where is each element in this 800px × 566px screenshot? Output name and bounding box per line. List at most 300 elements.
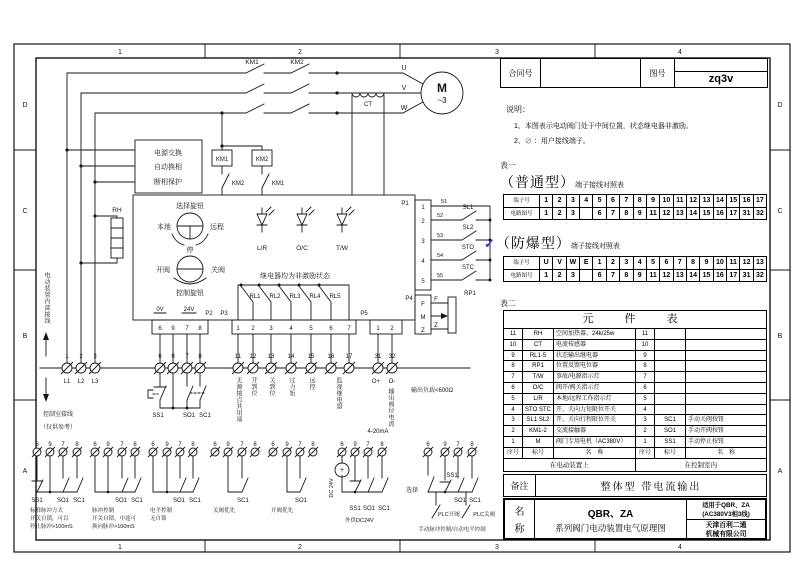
connector-boxes (152, 200, 431, 334)
ex-desc: 脉冲控制 (92, 508, 115, 514)
ex-desc: 手动脉冲控制/自动电平控制 (418, 527, 486, 533)
example-wiring-2 (95, 456, 141, 492)
table-cell (686, 372, 766, 382)
parts-list-table (503, 310, 767, 472)
table-cell: 1 (540, 208, 553, 219)
ex-button-label: SO1 (294, 498, 308, 504)
parts-row (504, 393, 766, 404)
drawing-no-label: 图号 (641, 59, 675, 87)
parts-footer (504, 458, 766, 471)
table-cell: U (540, 257, 553, 269)
table-cell: 8 (636, 361, 655, 371)
table-cell (655, 405, 686, 415)
table-cell: 3 (567, 195, 580, 207)
drawing-no-cell (675, 59, 767, 87)
table-cell (580, 208, 593, 219)
p3-pin: 4 (289, 326, 293, 332)
table-cell: 1 (504, 437, 523, 447)
table-row (504, 195, 766, 207)
table-row (504, 269, 766, 281)
table-cell: 11 (674, 195, 687, 207)
exproof-terminal-table (503, 256, 767, 282)
p2-pin: 7 (185, 326, 189, 332)
table-cell (655, 383, 686, 393)
table-cell: 1 (540, 270, 553, 281)
footer-right: 在控制室内 (684, 461, 717, 469)
table-row (504, 207, 766, 219)
table-row (504, 257, 766, 269)
p3-pin: 2 (251, 326, 255, 332)
p3-pin: 6 (329, 326, 333, 332)
sc1-label: SC1 (199, 413, 211, 419)
parts-row (504, 425, 766, 436)
ex-desc: 停止脉冲>100mS (30, 524, 73, 530)
p5-label: P5 (360, 311, 368, 317)
table-cell: 3 (620, 257, 633, 269)
table-cell: 序号 (504, 448, 523, 458)
dc-minus: - (340, 473, 344, 480)
control-knob (174, 256, 206, 284)
exproof-type-heading (484, 233, 620, 253)
p3-pin: 3 (269, 326, 273, 332)
table-cell: 12 (660, 208, 673, 219)
table-cell: 14 (687, 270, 700, 281)
table-cell: 手动开阀按钮 (688, 428, 725, 435)
output-plus-label: O+ (371, 379, 381, 385)
table-cell (580, 270, 593, 281)
table-cell: 1 (636, 437, 655, 447)
km2-interlock-label: KM2 (231, 181, 245, 187)
ex-desc: 标准脉冲方式 (30, 508, 64, 514)
p1-pin: 4 (421, 259, 425, 265)
p2-label: P2 (205, 311, 213, 317)
table-cell: 14 (714, 195, 727, 207)
table-cell: M (523, 437, 554, 447)
terminal-numbers (540, 257, 766, 269)
rl4-label: RL4 (309, 294, 321, 300)
table-cell: 1 (540, 195, 553, 207)
name-label-bottom: 称 (514, 524, 525, 535)
ex-term: 7 (240, 442, 244, 448)
ex-term: 9 (48, 442, 52, 448)
sto-label: STO (461, 245, 475, 251)
table-cell: 4 (580, 195, 593, 207)
control-room-wiring-label: 控制室接线 (42, 412, 74, 418)
km1-label: KM1 (245, 59, 259, 66)
circuit-numbers (540, 270, 766, 281)
table-cell: 9 (647, 195, 660, 207)
ex-term: 6 (213, 442, 217, 448)
company (687, 520, 765, 539)
p1-label: P1 (401, 201, 409, 207)
table-cell: L/R (523, 394, 554, 404)
check-mark: ✓ (484, 236, 495, 251)
table-cell: 32 (756, 210, 764, 217)
terminal-num: 14 (287, 354, 295, 360)
table-cell: 事故/电源指示灯 (554, 372, 636, 382)
ex-term: 9 (285, 442, 289, 448)
table-cell: 电流传感器 (554, 340, 636, 350)
circuit-numbers (540, 208, 766, 219)
local-label: 本地 (157, 224, 171, 231)
table-cell (686, 361, 766, 371)
example-wiring-4 (228, 456, 248, 492)
company-line1: 天津百利二通 (705, 522, 747, 529)
table-cell: STO STC (523, 405, 554, 415)
km1-coil-label: KM1 (215, 157, 229, 163)
table-cell: 32 (756, 272, 764, 279)
rl5-label: RL5 (329, 294, 341, 300)
table-cell: 11 (727, 257, 740, 269)
ex-term: 8 (191, 442, 195, 448)
table-cell: RP1 (523, 361, 554, 371)
table-cell: 10 (660, 195, 673, 207)
ex-term: 6 (93, 442, 97, 448)
led-tw-label: T/W (336, 245, 348, 252)
terminal-function-label: 监视继电器 (335, 377, 341, 410)
table-cell (655, 351, 686, 361)
terminal-num: 3 (93, 354, 97, 360)
ex-term: 9 (443, 442, 447, 448)
table-cell: 2 (607, 257, 620, 269)
table-cell: 8 (620, 208, 633, 219)
zone-col: 4 (678, 49, 682, 56)
wiring-side-arrows (43, 332, 49, 402)
ex-button-label: SC1 (378, 506, 390, 512)
table-cell: 10 (504, 340, 523, 350)
table-cell: 31 (740, 270, 753, 281)
relay-state-note: 继电器均为非激励状态 (260, 273, 330, 280)
table-cell: 4 (504, 405, 523, 415)
zone-row: D (777, 102, 783, 109)
zone-col: 4 (678, 544, 682, 551)
phase-w-label: W (400, 105, 408, 112)
parts-row (504, 382, 766, 393)
wire-num: 55 (436, 273, 444, 279)
p4-pin: M (420, 315, 426, 321)
table-cell: 13 (674, 270, 687, 281)
table-cell: 名 称 (716, 449, 735, 456)
table-cell: 17 (756, 197, 764, 204)
table-cell: 15 (700, 270, 713, 281)
ex-term: 9 (165, 442, 169, 448)
km2-coil-label: KM2 (255, 157, 269, 163)
p1-pin: 2 (421, 219, 425, 225)
motor-m-label: M (437, 81, 447, 95)
wire-num: 53 (436, 233, 444, 239)
p5-pin: 1 (376, 326, 380, 332)
rh-label: RH (112, 207, 122, 214)
table-cell: 3 (636, 415, 655, 425)
ex-button-label: SO1 (172, 498, 186, 504)
v0-label: 0V (156, 307, 164, 313)
sl2-label: SL2 (462, 225, 474, 231)
ex-button-label: SS1 (446, 473, 458, 479)
output-minus-label: O- (388, 379, 396, 385)
ex-term: 9 (226, 442, 230, 448)
table-cell: 13 (756, 259, 764, 266)
ex-term: 6 (35, 442, 39, 448)
terminal-num: 16 (327, 354, 335, 360)
p4-pin: F (421, 302, 425, 308)
row-label: 电路图号 (504, 208, 540, 219)
ex-desc: 电平控制 (150, 508, 173, 514)
table-cell: RL1-5 (523, 351, 554, 361)
exproof-type-title: （防爆型） (495, 235, 571, 251)
table-cell: 序号 (636, 448, 655, 458)
parts-row (504, 404, 766, 415)
table-cell: RH (523, 329, 554, 339)
wire-num: 54 (436, 253, 444, 259)
plc-open-label: PLC开阀 (438, 512, 460, 518)
p5-pin: 2 (390, 326, 394, 332)
ex-term: 7 (298, 442, 302, 448)
ex-button-label: SC1 (131, 498, 143, 504)
ex-term: 7 (120, 442, 124, 448)
table-cell (686, 405, 766, 415)
table-cell: 17 (727, 270, 740, 281)
table-cell: 4 (634, 257, 647, 269)
exproof-type-subtitle: 端子接线对照表 (570, 243, 620, 250)
table-cell (686, 394, 766, 404)
table-cell: W (567, 257, 580, 269)
ex-term: 6 (271, 442, 275, 448)
normal-type-title: （普通型） (500, 174, 575, 190)
ex-desc: 关阀优先 (213, 508, 236, 514)
p1-pin: 1 (421, 205, 425, 211)
p3-pin: 7 (347, 326, 351, 332)
p3-pin: 5 (309, 326, 313, 332)
terminal-drops (40, 334, 470, 368)
table-cell: 6 (607, 195, 620, 207)
table-cell: V (553, 257, 566, 269)
parts-header-row (504, 447, 766, 458)
table-cell: 11 (647, 270, 660, 281)
table-cell: SO1 (655, 426, 686, 436)
p4-wire: Z (434, 323, 438, 329)
applicability-line2: (AC380V3相3线) (702, 511, 750, 518)
terminal-num: 11 (234, 354, 242, 360)
open-valve-label: 开阀 (156, 267, 170, 274)
table-cell: 名 称 (554, 448, 636, 458)
ex-term: 7 (456, 442, 460, 448)
table-cell: 31 (740, 208, 753, 219)
control-board (133, 195, 415, 320)
junction-dots (49, 71, 492, 493)
table-cell: 8 (687, 257, 700, 269)
example-wiring-1 (32, 456, 83, 492)
led-oc-label: O/C (296, 245, 308, 252)
table-cell: 6 (593, 270, 606, 281)
company-line2: 机械有限公司 (705, 531, 747, 538)
ex-term: 8 (253, 442, 257, 448)
current-range-label: 4-20mA (367, 429, 389, 435)
table-cell: 6 (504, 383, 523, 393)
terminal-function-label: 开到位 (250, 377, 256, 397)
terminal-num: 12 (249, 354, 257, 360)
ex-button-label: SS1 (31, 498, 43, 504)
table-cell: 12 (687, 195, 700, 207)
remark-text: 整体型 带电流输出 (600, 482, 702, 493)
current-transformer (352, 93, 384, 195)
parts-row (504, 414, 766, 425)
table-cell: 14 (687, 208, 700, 219)
notes-heading: 说明： (506, 105, 530, 114)
ss1-label: SS1 (152, 413, 164, 419)
table-cell: 5 (636, 394, 655, 404)
zone-row: D (22, 102, 28, 109)
table-cell: 5 (593, 195, 606, 207)
zone-row: A (22, 468, 28, 475)
note-item: 1、本图表示电动阀门处于中间位置，状态继电器非激励。 (514, 123, 693, 130)
table-cell: 6 (660, 257, 673, 269)
zone-col: 2 (298, 544, 302, 551)
table-cell: 5 (504, 394, 523, 404)
contract-table (500, 58, 768, 88)
internal-wiring-label: 电动装置内部接线 (43, 272, 49, 324)
table-cell: CT (523, 340, 554, 350)
ex-term: 6 (426, 442, 430, 448)
table-cell: 13 (700, 195, 713, 207)
remark-block (503, 474, 767, 497)
ex-button-label: SO1 (56, 498, 70, 504)
ex-term: 7 (61, 442, 65, 448)
indicator-leds (257, 207, 354, 232)
terminal-num: 8 (198, 354, 202, 360)
zone-row: B (777, 333, 783, 340)
phase-terminal-name: L1 (63, 379, 71, 385)
normal-type-heading (500, 172, 624, 192)
ex-desc: 开关自锁，可以 (30, 516, 69, 522)
table-cell: 7 (504, 372, 523, 382)
so1-label: SO1 (182, 413, 196, 419)
rl3-label: RL3 (289, 294, 301, 300)
p4-wire: F (434, 297, 438, 303)
ex-desc: 开阀优先 (271, 508, 294, 514)
ex-button-label: SO1 (453, 498, 467, 504)
table-cell: O/C (523, 383, 554, 393)
note-item: 2、⊘ ：用户接线端子。 (514, 138, 590, 145)
table-cell: 8 (634, 195, 647, 207)
reference-only-label: （仅供参考） (39, 425, 77, 431)
table-cell (686, 383, 766, 393)
drawing-no-empty (675, 59, 767, 72)
table-cell: 手动停止按钮 (688, 438, 725, 445)
terminal-num: 31 (374, 354, 382, 360)
p2-pin: 8 (198, 326, 202, 332)
ex-desc: 开关自锁，中途可 (92, 516, 137, 522)
table-cell: 3 (504, 415, 523, 425)
ex-term: 6 (151, 442, 155, 448)
table-cell: SC1 (655, 415, 686, 425)
contract-label: 合同号 (501, 59, 541, 87)
zone-col: 1 (118, 49, 122, 56)
ex-term: 8 (470, 442, 474, 448)
table-cell: E (580, 257, 593, 269)
zone-col: 3 (495, 544, 499, 551)
ex-term: 6 (340, 442, 344, 448)
applicability (687, 500, 765, 520)
ex-term: 8 (380, 442, 384, 448)
p3-pin: 1 (236, 326, 240, 332)
table-cell: 交流接触器 (554, 426, 636, 436)
example-wiring-7 (428, 456, 478, 518)
table-cell: 阀门专用电机（AC380V） (554, 437, 636, 447)
table-cell: 11 (504, 329, 523, 339)
example-wiring-5 (287, 456, 306, 492)
phase-terminal-name: L2 (77, 379, 85, 385)
dc24v-label: DC 24V (329, 478, 335, 498)
contract-value-cell (541, 59, 641, 87)
phase-u-label: U (401, 65, 407, 72)
table-cell: 7 (620, 195, 633, 207)
sl1-label: SL1 (462, 205, 474, 211)
zone-row: C (22, 208, 28, 215)
table-cell: 16 (740, 195, 753, 207)
table-cell: 16 (714, 270, 727, 281)
table-cell: 4 (636, 405, 655, 415)
control-knob-label: 控制旋钮 (176, 290, 204, 297)
motor-3ph-label: ~3 (437, 96, 447, 105)
normal-terminal-table (503, 194, 767, 220)
table-cell: 15 (727, 195, 740, 207)
stc-label: STC (462, 265, 474, 271)
standard-button-wiring (148, 374, 206, 408)
table-cell: 16 (714, 208, 727, 219)
table-cell: 2 (636, 426, 655, 436)
p2-pin: 9 (171, 326, 175, 332)
table-cell: 7 (636, 372, 655, 382)
selector-knob-label: 选择旋钮 (176, 203, 204, 210)
p3-label: P3 (220, 311, 228, 317)
dc-plus: + (339, 467, 345, 474)
parts-row (504, 436, 766, 447)
terminal-num: 17 (345, 354, 353, 360)
remote-label: 远程 (210, 224, 224, 231)
example-wiring-3 (153, 456, 199, 492)
ct-label: CT (364, 102, 372, 108)
table-cell: 3 (567, 208, 580, 219)
table-cell: 标号 (523, 448, 554, 458)
p4-pin: Z (421, 328, 425, 334)
table-cell: 状态输出继电器 (554, 351, 636, 361)
phase-terminal-name: L3 (91, 379, 99, 385)
terminal-num: 13 (267, 354, 275, 360)
ex-term: 9 (106, 442, 110, 448)
terminal-num: 7 (185, 354, 189, 360)
table-cell: 9 (634, 270, 647, 281)
close-valve-label: 关阀 (211, 267, 225, 274)
drawing-title-text: 系列阀门电动装置电气原理图 (555, 522, 666, 533)
table-cell: 12 (740, 257, 753, 269)
table-cell (655, 372, 686, 382)
terminal-numbers (540, 195, 766, 207)
table-cell: 8 (504, 361, 523, 371)
table-cell: T/W (523, 372, 554, 382)
table1-tag: 表一 (500, 161, 516, 170)
table-cell: 开、关向行程限位开关 (554, 415, 636, 425)
table-cell (655, 361, 686, 371)
table-cell: 15 (700, 208, 713, 219)
terminal-function-label: 过力矩 (288, 377, 294, 397)
ex-term: 9 (353, 442, 357, 448)
table-cell: 9 (504, 351, 523, 361)
table-cell: 11 (647, 208, 660, 219)
row-label: 端子号 (504, 257, 540, 269)
p1-pin: 3 (421, 239, 425, 245)
ex-button-label: SO1 (114, 498, 128, 504)
table-cell: 8 (620, 270, 633, 281)
